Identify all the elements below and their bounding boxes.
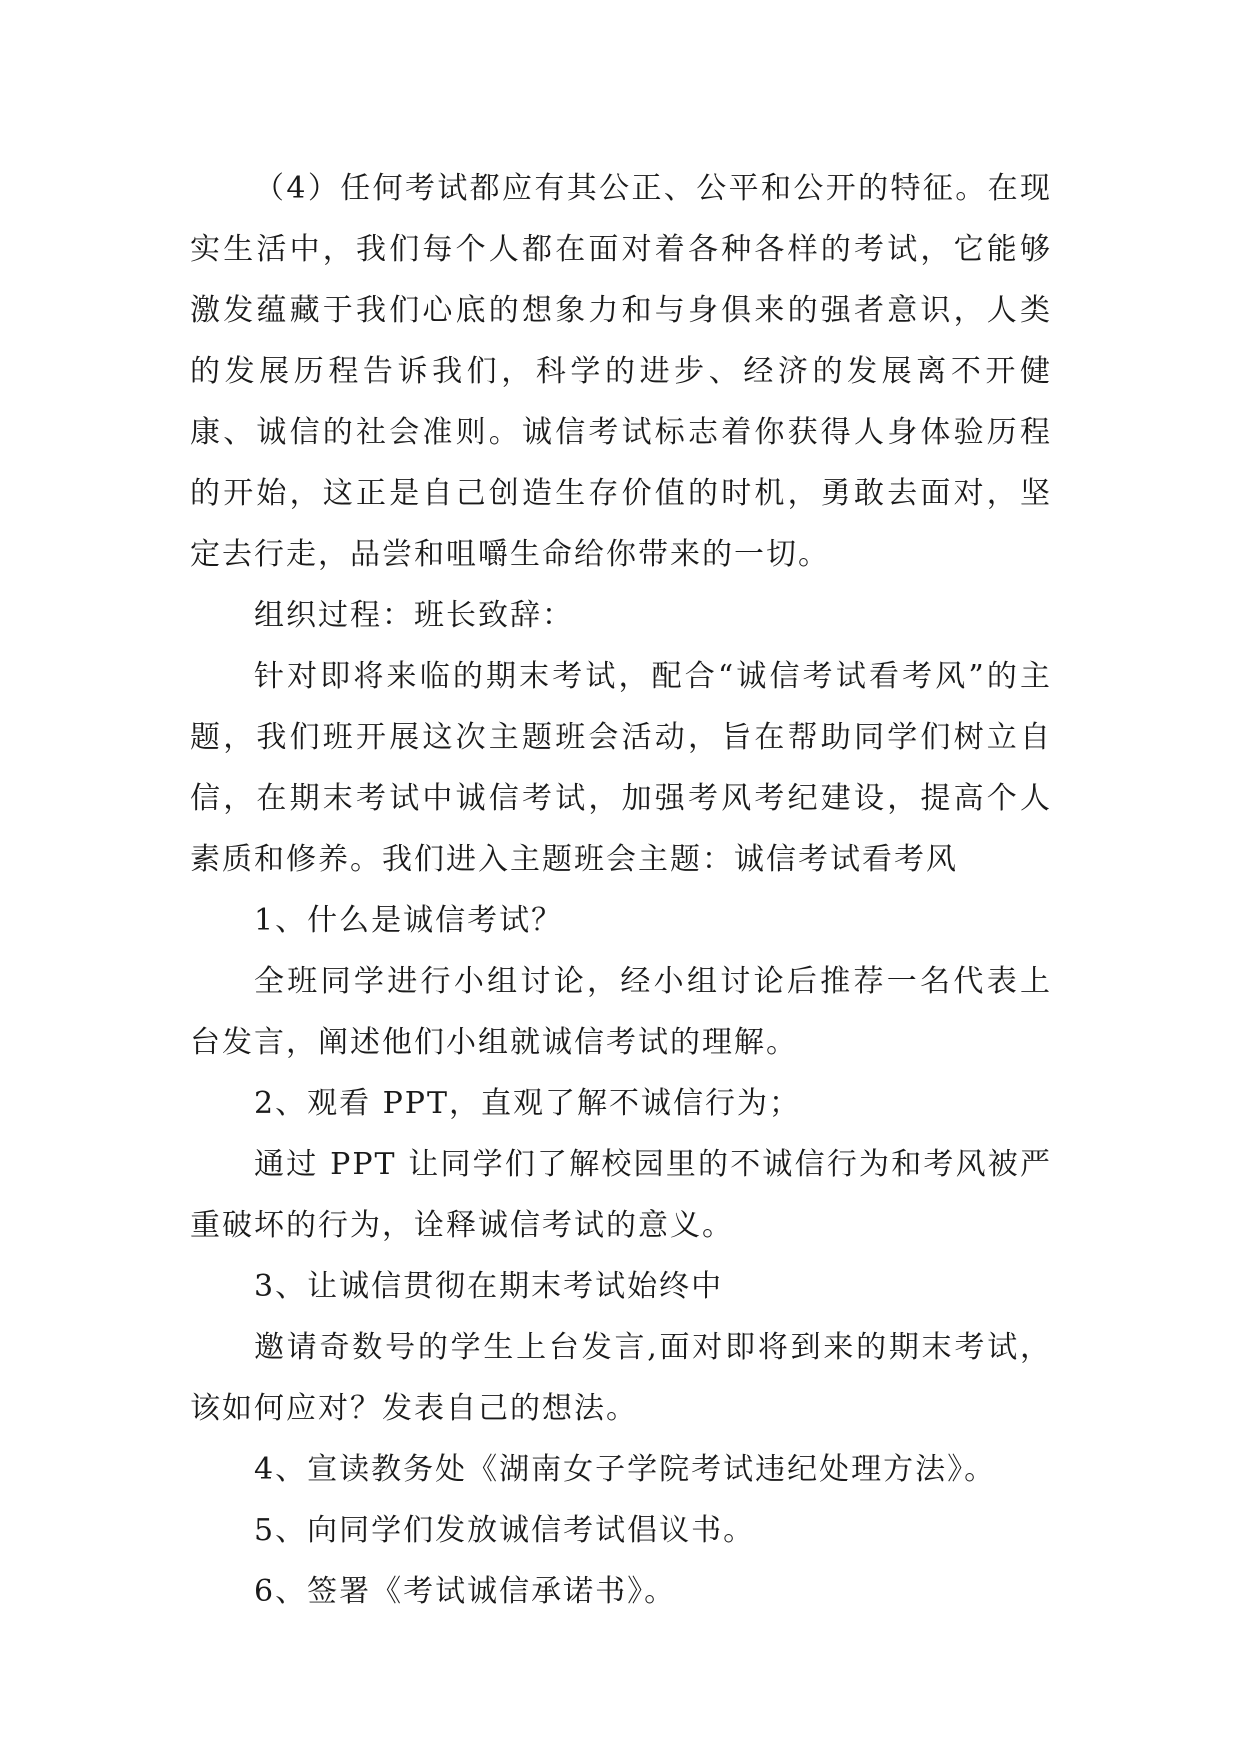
item-3-body: 邀请奇数号的学生上台发言,面对即将到来的期末考试，该如何应对？发表自己的想法。 [190,1330,1052,1426]
paragraph-exam-fairness: （4）任何考试都应有其公正、公平和公开的特征。在现实生活中，我们每个人都在面对着各种各样的考试，它能够激发蕴藏于我们心底的想象力和与身俱来的强者意识，人类的发展历程告诉我们，科学的进步、经济的发展离不开健康、诚信的社会准则。诚信考试标志着你获得人身体验历程的开始，这正是自己创造生存价值的时机，勇敢去面对，坚定去行走，品尝和咀嚼生命给你带来的一切。 [190,171,1052,572]
paragraph-organization-process: 组织过程：班长致辞： [254,598,574,633]
item-3-heading: 3、让诚信贯彻在期末考试始终中 [254,1269,724,1304]
item-2-body: 通过 PPT 让同学们了解校园里的不诚信行为和考风被严重破坏的行为，诠释诚信考试的意义。 [190,1147,1052,1243]
item-4: 4、宣读教务处《湖南女子学院考试违纪处理方法》。 [254,1452,997,1487]
item-5: 5、向同学们发放诚信考试倡议书。 [254,1513,756,1548]
item-2-heading: 2、观看 PPT，直观了解不诚信行为； [254,1086,802,1121]
item-1-heading: 1、什么是诚信考试？ [254,903,564,938]
paragraph-monitor-speech: 针对即将来临的期末考试，配合“诚信考试看考风”的主题，我们班开展这次主题班会活动，旨在帮助同学们树立自信，在期末考试中诚信考试，加强考风考纪建设，提高个人素质和修养。我们进入主题班会主题：诚信考试看考风 [190,659,1052,877]
item-6: 6、签署《考试诚信承诺书》。 [254,1574,677,1609]
item-1-body: 全班同学进行小组讨论，经小组讨论后推荐一名代表上台发言，阐述他们小组就诚信考试的理解。 [190,964,1052,1060]
document-body [190,158,1052,1622]
